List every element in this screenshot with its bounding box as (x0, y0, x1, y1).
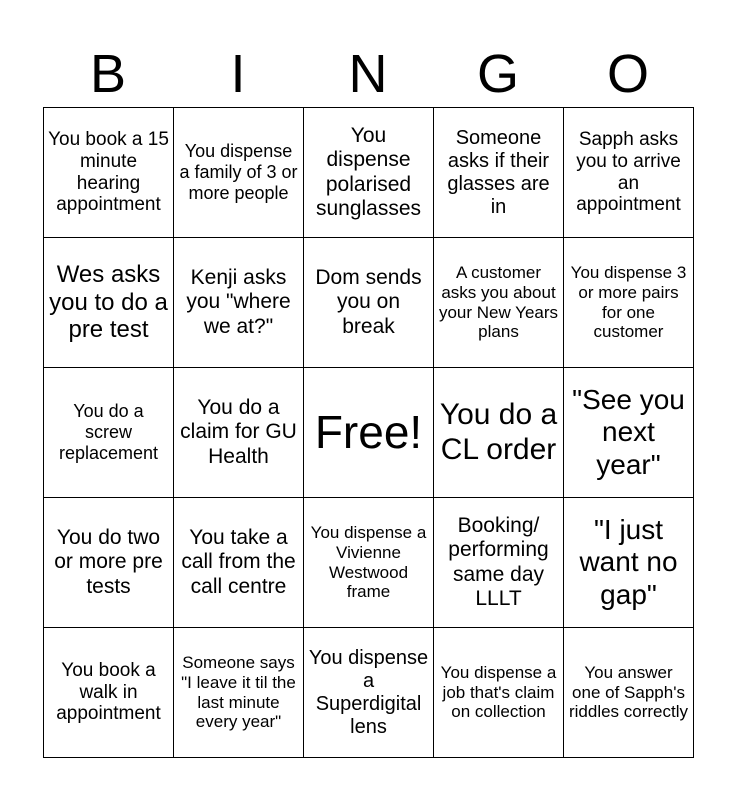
bingo-cell[interactable]: You dispense a Vivienne Westwood frame (304, 498, 434, 628)
bingo-cell[interactable]: Booking/ performing same day LLLT (434, 498, 564, 628)
bingo-cell[interactable]: You book a walk in appointment (44, 628, 174, 758)
bingo-cell[interactable]: You take a call from the call centre (174, 498, 304, 628)
bingo-cell[interactable]: You do a screw replacement (44, 368, 174, 498)
bingo-cell[interactable]: You book a 15 minute hearing appointment (44, 108, 174, 238)
header-letter-i: I (230, 44, 246, 104)
bingo-cell[interactable]: Someone asks if their glasses are in (434, 108, 564, 238)
bingo-cell[interactable]: You answer one of Sapph's riddles correctly (564, 628, 694, 758)
bingo-cell[interactable]: "See you next year" (564, 368, 694, 498)
board-row-4 (44, 498, 694, 628)
bingo-cell[interactable]: You dispense 3 or more pairs for one customer (564, 238, 694, 368)
bingo-cell[interactable]: Dom sends you on break (304, 238, 434, 368)
bingo-header (43, 40, 693, 108)
board-row-1 (44, 108, 694, 238)
bingo-cell[interactable]: You do two or more pre tests (44, 498, 174, 628)
board-row-5 (44, 628, 694, 758)
board-row-3 (44, 368, 694, 498)
bingo-board (43, 107, 694, 758)
bingo-cell[interactable]: "I just want no gap" (564, 498, 694, 628)
header-letter-n: N (348, 44, 388, 104)
board-row-2 (44, 238, 694, 368)
bingo-cell[interactable]: Sapph asks you to arrive an appointment (564, 108, 694, 238)
bingo-cell[interactable]: Kenji asks you "where we at?" (174, 238, 304, 368)
bingo-cell[interactable]: Someone says "I leave it til the last minute every year" (174, 628, 304, 758)
header-letter-g: G (476, 44, 519, 104)
header-letter-o: O (606, 44, 649, 104)
bingo-cell[interactable]: You dispense a family of 3 or more people (174, 108, 304, 238)
bingo-cell[interactable]: You do a claim for GU Health (174, 368, 304, 498)
bingo-cell[interactable]: You dispense polarised sunglasses (304, 108, 434, 238)
bingo-cell[interactable]: A customer asks you about your New Years plans (434, 238, 564, 368)
bingo-cell[interactable]: You dispense a job that's claim on collection (434, 628, 564, 758)
header-letter-b: B (89, 44, 127, 104)
bingo-cell[interactable]: You dispense a Superdigital lens (304, 628, 434, 758)
bingo-cell[interactable]: Wes asks you to do a pre test (44, 238, 174, 368)
free-space-cell[interactable]: Free! (304, 368, 434, 498)
bingo-cell[interactable]: You do a CL order (434, 368, 564, 498)
